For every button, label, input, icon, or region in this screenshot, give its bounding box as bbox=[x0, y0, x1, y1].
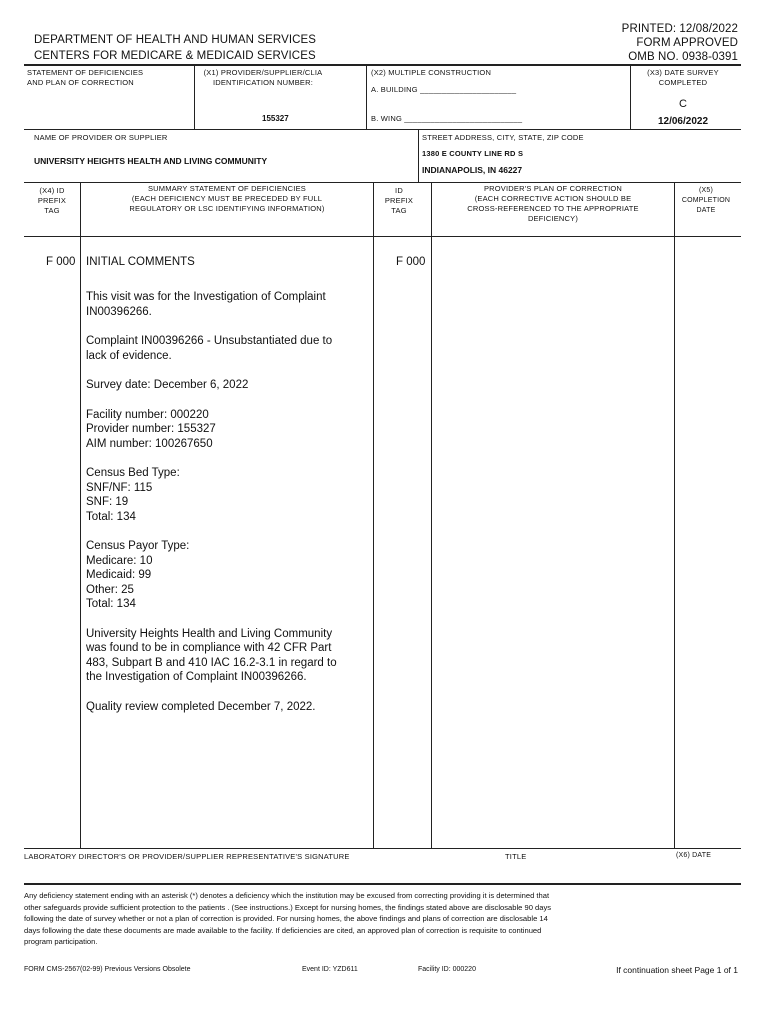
event-id: Event ID: YZD611 bbox=[302, 966, 358, 973]
x2-label: (X2) MULTIPLE CONSTRUCTION bbox=[371, 68, 492, 77]
rule-after-ids bbox=[24, 129, 741, 130]
x3-code: C bbox=[679, 98, 687, 110]
rule-after-provider bbox=[24, 182, 741, 183]
address-label: STREET ADDRESS, CITY, STATE, ZIP CODE bbox=[422, 133, 584, 142]
provider-name: UNIVERSITY HEIGHTS HEALTH AND LIVING COMMUNITY bbox=[34, 156, 268, 166]
paragraph: Quality review completed December 7, 2022. bbox=[86, 700, 316, 713]
divider-x1 bbox=[194, 65, 195, 129]
x3-label: (X3) DATE SURVEY COMPLETED bbox=[647, 68, 719, 87]
omb-number: OMB NO. 0938-0391 bbox=[628, 51, 738, 63]
building-line: A. BUILDING ______________________ bbox=[371, 85, 517, 94]
address-line1: 1380 E COUNTY LINE RD S bbox=[422, 149, 524, 158]
facility-id: Facility ID: 000220 bbox=[418, 966, 476, 973]
id-prefix-header: ID PREFIX TAG bbox=[384, 186, 414, 215]
provider-label: NAME OF PROVIDER OR SUPPLIER bbox=[34, 133, 168, 142]
title-label: TITLE bbox=[505, 852, 527, 861]
col-divider-3 bbox=[431, 183, 432, 848]
paragraph: Census Payor Type: Medicare: 10 Medicaid: 99 Other: 25 Total: 134 bbox=[86, 540, 190, 610]
paragraph: This visit was for the Investigation of Complaint IN00396266. bbox=[86, 291, 326, 318]
plan-header: PROVIDER'S PLAN OF CORRECTION (EACH CORRECTIVE ACTION SHOULD BE CROSS-REFERENCED TO THE APPROPRIATE DEFICIENCY) bbox=[467, 184, 639, 223]
form-number: FORM CMS-2567(02-99) Previous Versions Obsolete bbox=[24, 966, 191, 973]
paragraph: Complaint IN00396266 - Unsubstantiated due to lack of evidence. bbox=[86, 335, 333, 362]
col-divider-2 bbox=[373, 183, 374, 848]
rule-after-column-headers bbox=[24, 236, 741, 237]
paragraph: University Heights Health and Living Community was found to be in compliance with 42 CFR Part 483, Subpart B and 410 IAC 16.2-3.1 in regard to the Investigation of Complaint IN00396266. bbox=[86, 627, 337, 683]
x5-header: (X5) COMPLETION DATE bbox=[681, 187, 731, 214]
x4-header: (X4) ID PREFIX TAG bbox=[37, 186, 67, 215]
x6-date-label: (X6) DATE bbox=[676, 852, 712, 859]
col-divider-1 bbox=[80, 183, 81, 848]
printed-date: PRINTED: 12/08/2022 bbox=[621, 23, 738, 35]
divider-address bbox=[418, 130, 419, 182]
tag-left: F 000 bbox=[46, 256, 76, 268]
x1-value: 155327 bbox=[262, 114, 289, 123]
x3-date: 12/06/2022 bbox=[657, 116, 709, 127]
divider-x3 bbox=[630, 65, 631, 129]
paragraph: Facility number: 000220 Provider number: 155327 AIM number: 100267650 bbox=[86, 408, 216, 450]
form-approved: FORM APPROVED bbox=[636, 37, 738, 49]
rule-before-signature bbox=[24, 848, 741, 849]
paragraph: Census Bed Type: SNF/NF: 115 SNF: 19 Total: 134 bbox=[86, 467, 180, 523]
department-title: DEPARTMENT OF HEALTH AND HUMAN SERVICES bbox=[34, 34, 317, 46]
signature-label: LABORATORY DIRECTOR'S OR PROVIDER/SUPPLIER REPRESENTATIVE'S SIGNATURE bbox=[24, 852, 350, 861]
col-divider-4 bbox=[674, 183, 675, 848]
address-line2: INDIANAPOLIS, IN 46227 bbox=[422, 165, 523, 175]
statement-label: STATEMENT OF DEFICIENCIES AND PLAN OF CORRECTION bbox=[27, 68, 144, 87]
comments-body bbox=[86, 290, 366, 729]
section-title: INITIAL COMMENTS bbox=[86, 256, 195, 268]
summary-header: SUMMARY STATEMENT OF DEFICIENCIES (EACH DEFICIENCY MUST BE PRECEDED BY FULL REGULATORY OR LSC IDENTIFYING INFORMATION) bbox=[129, 184, 325, 213]
rule-after-signature bbox=[24, 883, 741, 885]
paragraph: Survey date: December 6, 2022 bbox=[86, 379, 249, 391]
centers-title: CENTERS FOR MEDICARE & MEDICAID SERVICES bbox=[34, 50, 316, 62]
page-indicator: If continuation sheet Page 1 of 1 bbox=[616, 965, 738, 975]
divider-x2 bbox=[366, 65, 367, 129]
wing-line: B. WING ___________________________ bbox=[371, 114, 523, 123]
disclosure-footnote: Any deficiency statement ending with an asterisk (*) denotes a deficiency which the institution may be excused from correcting providing it is determined that other safeguards provide sufficient protection to the patients . (See instructions.) Except for nursing homes, the findings stated above are disclosable 90 days following the date of survey whether or not a plan of correction is provided. For nursing homes, the above findings and plans of correction are disclosable 14 days following the date these documents are made available to the facility. If deficiencies are cited, an approved plan of correction is requisite to continued program participation. bbox=[24, 891, 552, 946]
tag-right: F 000 bbox=[396, 256, 426, 268]
top-rule bbox=[24, 64, 741, 66]
x1-label: (X1) PROVIDER/SUPPLIER/CLIA IDENTIFICATION NUMBER: bbox=[203, 68, 323, 87]
